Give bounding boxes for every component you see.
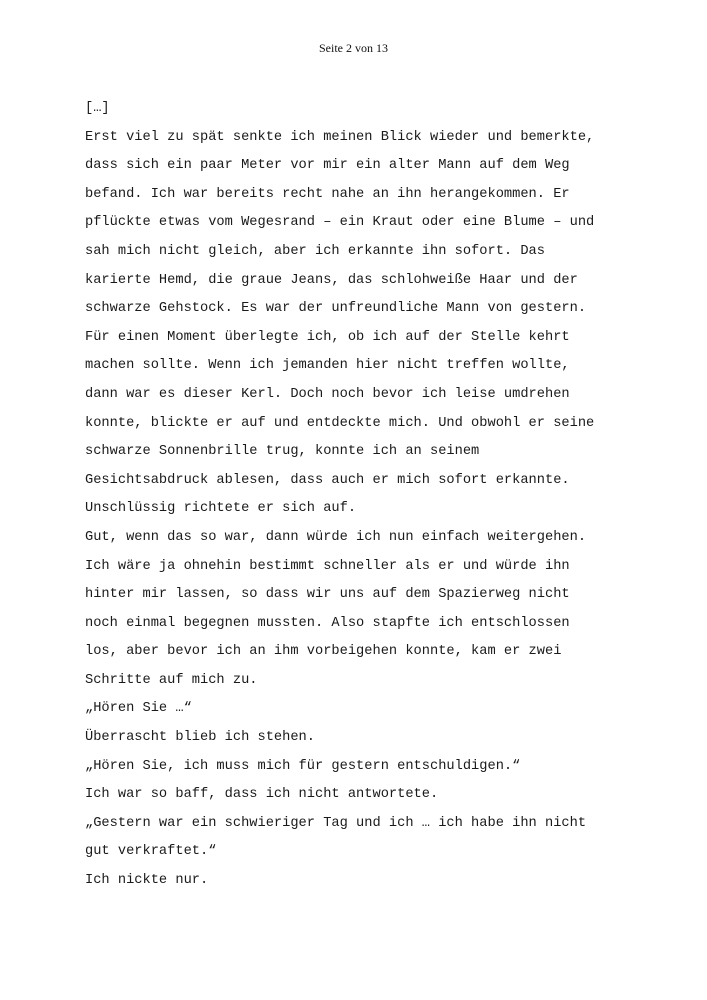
text-line: hinter mir lassen, so dass wir uns auf dem Spazierweg nicht (85, 587, 570, 603)
text-body (85, 95, 665, 896)
text-line: „Hören Sie, ich muss mich für gestern entschuldigen.“ (85, 758, 521, 774)
page-number-header: Seite 2 von 13 (319, 41, 388, 55)
text-line: Ich nickte nur. (85, 873, 209, 889)
text-line: noch einmal begegnen mussten. Also stapfte ich entschlossen (85, 615, 570, 631)
text-line: pflückte etwas vom Wegesrand – ein Kraut oder eine Blume – und (85, 215, 595, 231)
text-line: schwarze Gehstock. Es war der unfreundliche Mann von gestern. (85, 301, 587, 317)
text-line: Schritte auf mich zu. (85, 672, 258, 688)
text-line: befand. Ich war bereits recht nahe an ihn herangekommen. Er (85, 186, 570, 202)
text-line: karierte Hemd, die graue Jeans, das schlohweiße Haar und der (85, 272, 578, 288)
text-line: dann war es dieser Kerl. Doch noch bevor ich leise umdrehen (85, 386, 570, 402)
text-line: Erst viel zu spät senkte ich meinen Blick wieder und bemerkte, (85, 129, 595, 145)
text-line: los, aber bevor ich an ihm vorbeigehen konnte, kam er zwei (85, 644, 562, 660)
text-line: „Gestern war ein schwieriger Tag und ich … ich habe ihn nicht (85, 815, 587, 831)
text-line: sah mich nicht gleich, aber ich erkannte ihn sofort. Das (85, 243, 545, 259)
text-line: Unschlüssig richtete er sich auf. (85, 501, 357, 517)
text-line: Für einen Moment überlegte ich, ob ich auf der Stelle kehrt (85, 329, 570, 345)
text-line: konnte, blickte er auf und entdeckte mich. Und obwohl er seine (85, 415, 595, 431)
text-line: dass sich ein paar Meter vor mir ein alter Mann auf dem Weg (85, 158, 570, 174)
text-line: „Hören Sie …“ (85, 701, 192, 717)
text-line: Gesichtsabdruck ablesen, dass auch er mich sofort erkannte. (85, 472, 570, 488)
text-line: Ich wäre ja ohnehin bestimmt schneller als er und würde ihn (85, 558, 570, 574)
text-line: […] (85, 101, 110, 116)
text-line: Gut, wenn das so war, dann würde ich nun einfach weitergehen. (85, 529, 587, 545)
text-line: gut verkraftet.“ (85, 844, 217, 860)
text-line: schwarze Sonnenbrille trug, konnte ich an seinem (85, 444, 480, 460)
text-line: Überrascht blieb ich stehen. (85, 730, 315, 746)
text-line: machen sollte. Wenn ich jemanden hier nicht treffen wollte, (85, 358, 570, 374)
text-line: Ich war so baff, dass ich nicht antwortete. (85, 787, 439, 803)
